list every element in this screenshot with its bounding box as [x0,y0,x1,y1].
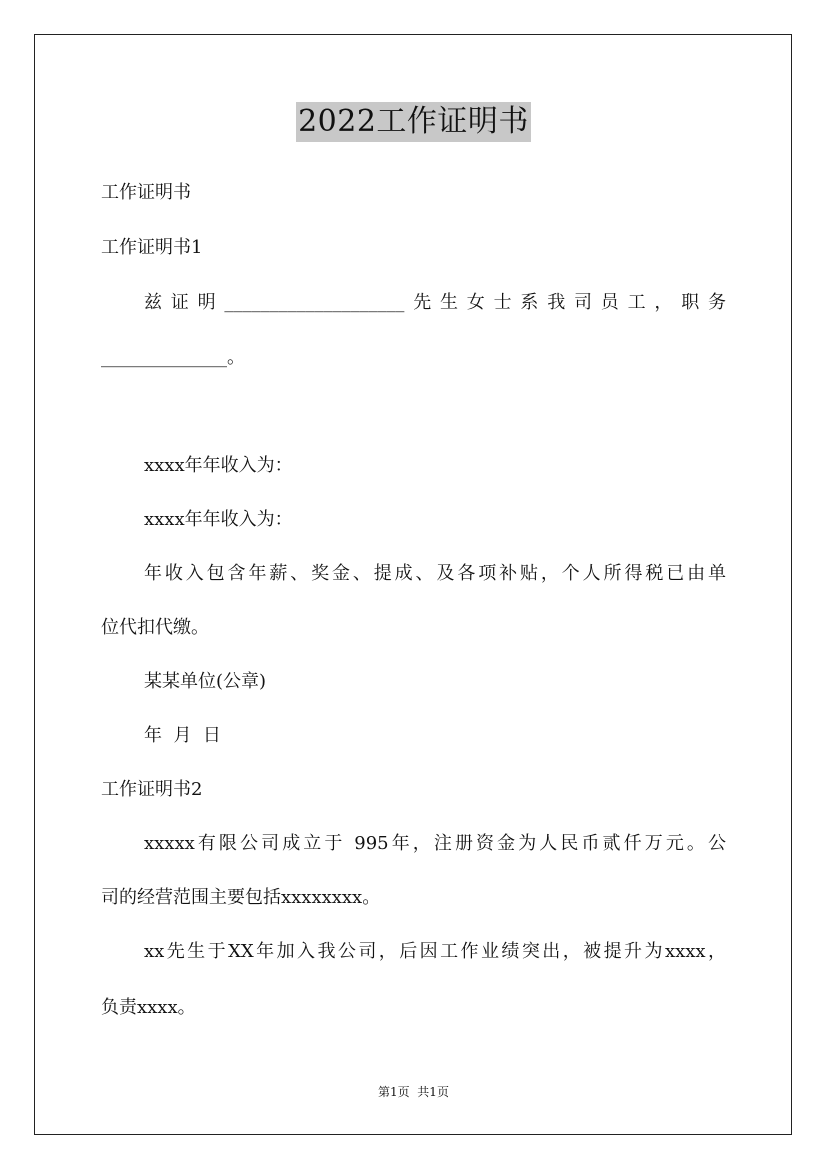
document-title: 2022工作证明书 [296,102,531,142]
section-heading-1: 工作证明书1 [101,237,203,258]
paragraph-line: xxxx年年收入为： [144,509,293,530]
paragraph-line: xxxxx有限公司成立于 995年，注册资金为人民币贰仟万元。公 [144,833,726,854]
paragraph-line: xx先生于XX年加入我公司，后因工作业绩突出，被提升为xxxx， [144,941,726,962]
paragraph-line: 年收入包含年薪、奖金、提成、及各项补贴，个人所得税已由单 [144,563,726,584]
company-seal-line: 某某单位(公章) [144,671,267,692]
paragraph-line: xxxx年年收入为： [144,455,293,476]
page-footer: 第1页 共1页 [378,1085,449,1099]
section-heading: 工作证明书 [101,182,191,203]
title-container [0,102,827,142]
paragraph-line: ______________。 [101,347,245,368]
paragraph-line: 兹证明____________________先生女士系我司员工，职务 [144,292,726,313]
date-line: 年 月 日 [144,725,221,746]
paragraph-line: 司的经营范围主要包括xxxxxxxx。 [101,887,381,908]
section-heading-2: 工作证明书2 [101,779,203,800]
paragraph-line: 负责xxxx。 [101,997,196,1018]
paragraph-line: 位代扣代缴。 [101,617,209,638]
